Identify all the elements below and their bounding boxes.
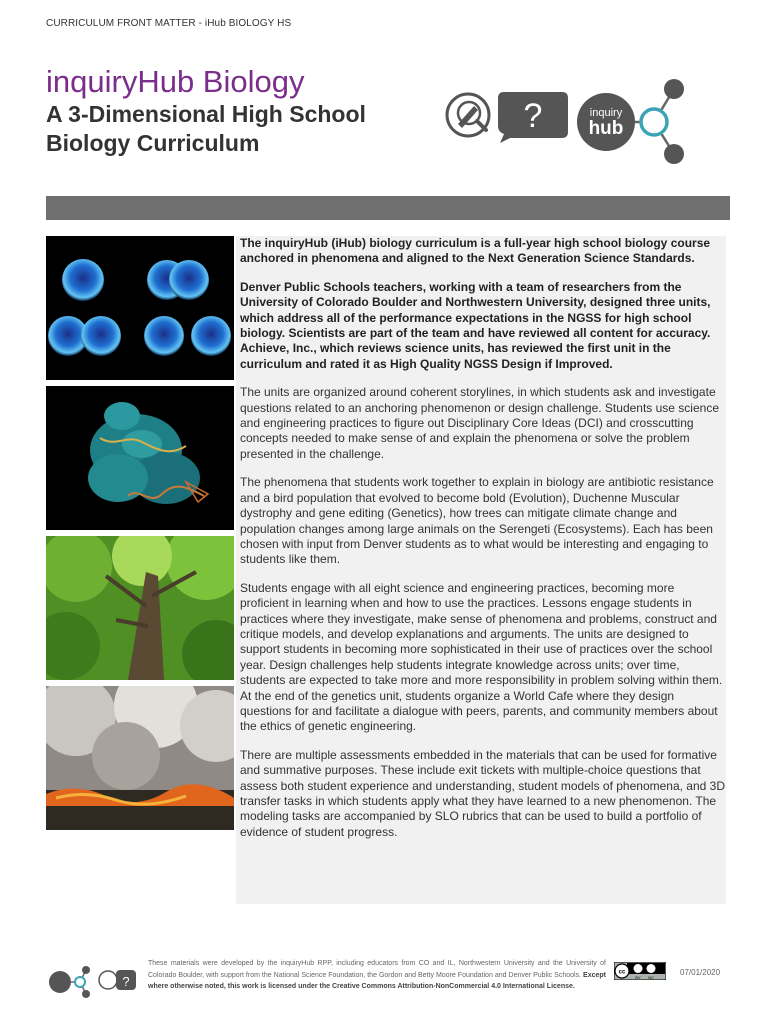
- tree-canopy-image: [46, 536, 234, 680]
- inquiryhub-logo: [576, 76, 688, 168]
- svg-text:hub: hub: [588, 118, 624, 139]
- curriculum-description: [236, 236, 726, 904]
- hub-mini-icon: [49, 971, 71, 993]
- footer-date: 07/01/2020: [680, 968, 721, 977]
- magnifier-mini-icon: [99, 971, 117, 989]
- intro-paragraph: The inquiryHub (iHub) biology curriculum is a full-year high school biology course anchored in phenomena and aligned to the Next Generation Science Standards.: [240, 236, 711, 266]
- nc-icon: [647, 964, 656, 973]
- svg-text:inquiry: inquiry: [589, 107, 623, 119]
- storylines-paragraph: The units are organized around coherent storylines, in which students ask and investigate questions related to an anchoring phenomenon or design challenge. Students use science and engineering practices to figure out Disciplinary Core Ideas (DCI) and crosscutting concepts needed to make sense of and explain the phenomena or solve the problem presented in the challenge.: [240, 385, 719, 461]
- running-head: CURRICULUM FRONT MATTER - iHub BIOLOGY HS: [46, 18, 292, 29]
- page-title: inquiryHub Biology: [46, 64, 305, 99]
- svg-text:?: ?: [122, 974, 130, 989]
- footer-license-notice: Except where otherwise noted, this work is licensed under the Creative Commons Attribution-NonCommercial 4.0 International License.: [148, 971, 606, 990]
- phenomena-paragraph: The phenomena that students work together to explain in biology are antibiotic resistance and a bird population that evolved to become bold (Evolution), Duchenne Muscular dystrophy and gene editing (Genetics), how trees can mitigate climate change and population changes among large animals on the Serengeti (Ecosystems). Each has been chosen with input from Denver students as to what would be interesting and engaging to students like them.: [240, 475, 714, 567]
- design-team-paragraph: Denver Public Schools teachers, working with a team of researchers from the University of Colorado Boulder and Northwestern University, designed three units, which address all of the performance expectations in the NGSS for high school biology. Scientists are part of the team and have reviewed all content for accuracy. Achieve, Inc., which reviews science units, has reviewed the first unit in the curriculum and rated it as High Quality NGSS Design if Improved.: [240, 279, 711, 371]
- header-divider-bar: [46, 196, 730, 220]
- footer-license-text: [148, 958, 606, 993]
- dividing-cells-image: [46, 236, 234, 380]
- svg-text:NC: NC: [648, 975, 654, 980]
- image-column: [46, 236, 236, 836]
- assessments-paragraph: There are multiple assessments embedded in the materials that can be used for formative and summative purposes. These include exit tickets with multiple-choice questions that assess both student experience and understanding, student models of phenomena, and 3D transfer tasks in which students apply what they have learned to a new phenomenon. The modeling tasks are accompanied by SLO rubrics that can be used to build a portfolio of evidence of student progress.: [240, 747, 725, 839]
- protein-structure-image: [46, 386, 234, 530]
- svg-text:?: ?: [523, 97, 543, 135]
- by-icon: [634, 964, 643, 973]
- footer-credits: These materials were developed by the inquiryHub RPP, including educators from CO and IL, Northwestern University and the University of Colorado Boulder, with support from the National Science Foundation, the Gordon and Betty Moore Foundation and Denver Public Schools.: [148, 960, 606, 979]
- inquiry-question-logo: [444, 86, 572, 144]
- svg-text:cc: cc: [618, 969, 626, 976]
- cc-by-nc-badge[interactable]: [614, 962, 666, 980]
- page-subtitle: A 3-Dimensional High School Biology Curriculum: [46, 101, 366, 156]
- svg-text:BY: BY: [635, 975, 641, 980]
- footer-logos: [48, 962, 138, 998]
- wildfire-image: [46, 686, 234, 830]
- practices-paragraph: Students engage with all eight science and engineering practices, becoming more proficient in learning when and how to use the practices. Lessons engage students in practices where they investigate, make sense of phenomena and problems, construct and critique models, and develop explanations and arguments. The units are designed to support students in becoming more sophisticated in their use of practices over the school year. Design challenges help students integrate knowledge across units; over time, students are expected to take more and more responsibility in problem solving within them. At the end of the genetics unit, students organize a World Cafe where they design questions for and facilitate a dialogue with peers, parents, and community members about the ethics of genetic engineering.: [240, 580, 723, 734]
